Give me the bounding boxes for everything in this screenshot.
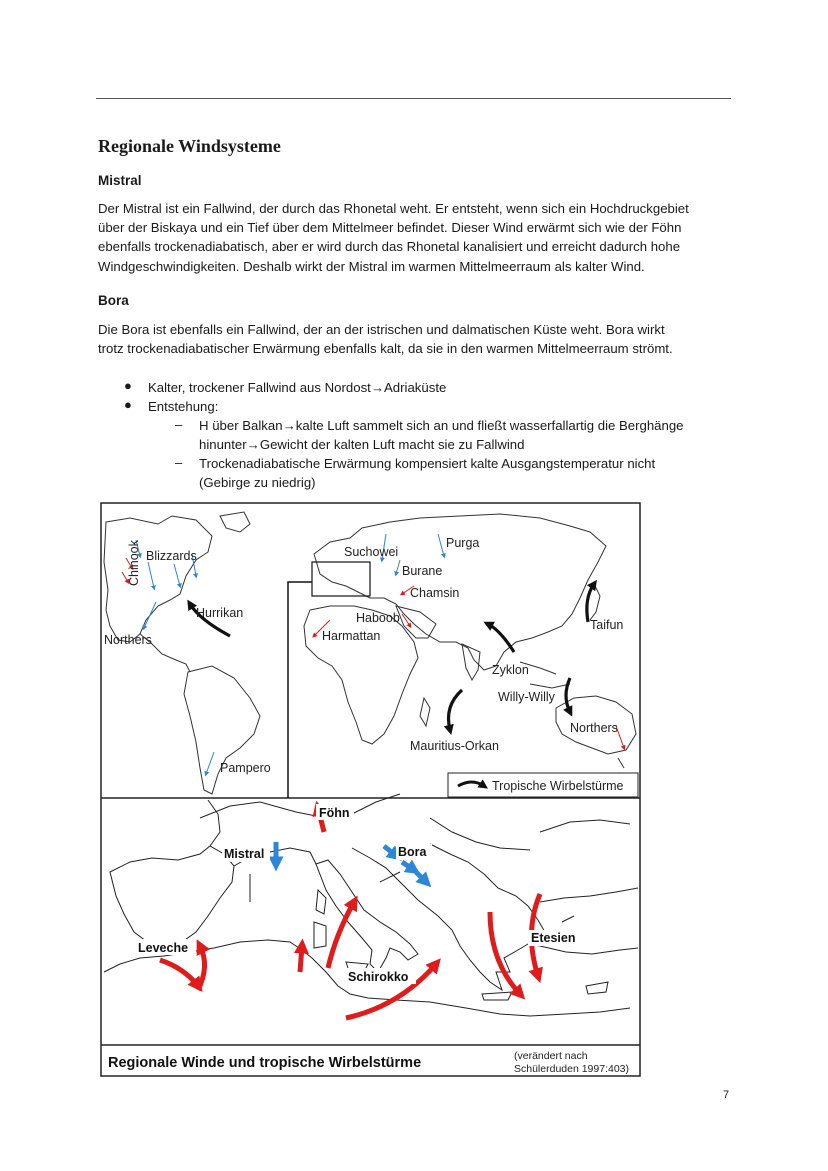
label-chamsin: Chamsin [410, 586, 460, 600]
figure-source-line-1: (verändert nach [514, 1050, 588, 1062]
label-harmattan: Harmattan [322, 629, 381, 643]
label-pampero: Pampero [220, 761, 271, 775]
section-heading-bora: Bora [98, 293, 129, 308]
label-northers-australia: Northers [570, 721, 618, 735]
paragraph-mistral [98, 199, 730, 276]
label-bora: Bora [398, 845, 427, 859]
text-line: hinunter→Gewicht der kalten Luft macht sie zu Fallwind [199, 437, 525, 453]
label-zyklon: Zyklon [492, 663, 529, 677]
bullet-item: Kalter, trockener Fallwind aus Nordost→Adriaküste [148, 380, 447, 395]
label-burane: Burane [402, 564, 443, 578]
label-taifun: Taifun [590, 618, 624, 632]
section-heading-mistral: Mistral [98, 173, 142, 188]
text-line: Trockenadiabatische Erwärmung kompensiert kalte Ausgangstemperatur nicht [199, 456, 656, 471]
text-line: Der Mistral ist ein Fallwind, der durch das Rhonetal weht. Er entsteht, wenn sich ein Hochdruckgebiet [98, 201, 689, 216]
figure-source-line-2: Schülerduden 1997:403) [514, 1063, 630, 1075]
bullet-dot: ● [124, 378, 132, 393]
label-chinook: Chinook [127, 540, 141, 586]
label-mistral: Mistral [224, 847, 265, 861]
text-line: trotz trockenadiabatischer Erwärmung ebenfalls kalt, da sie in den warmen Mittelmeerraum strömt. [98, 341, 673, 357]
text-line: H über Balkan→kalte Luft sammelt sich an und fließt wasserfallartig die Berghänge [199, 418, 684, 433]
label-schirokko: Schirokko [348, 970, 409, 984]
dash-marker: – [175, 417, 183, 432]
label-blizzards: Blizzards [146, 549, 197, 563]
text-line: Windgeschwindigkeiten. Deshalb wirkt der Mistral im warmen Mittelmeerraum als kalter Wind. [98, 258, 645, 274]
label-suchowei: Suchowei [344, 545, 399, 559]
page-title: Regionale Windsysteme [98, 136, 281, 156]
figure-caption: Regionale Winde und tropische Wirbelstürme [108, 1055, 422, 1071]
sub-bullet-item [199, 416, 730, 454]
legend-label: Tropische Wirbelstürme [492, 779, 624, 793]
label-mauritius-orkan: Mauritius-Orkan [410, 739, 499, 753]
label-hurrikan: Hurrikan [196, 606, 244, 620]
text-line: Die Bora ist ebenfalls ein Fallwind, der an der istrischen und dalmatischen Küste weht. Bora wirkt [98, 322, 665, 337]
wind-map-figure [100, 502, 642, 1078]
text-line: (Gebirge zu niedrig) [199, 475, 316, 491]
label-foehn: Föhn [319, 806, 350, 820]
label-northers-america: Northers [104, 633, 152, 647]
paragraph-bora [98, 320, 730, 358]
dash-marker: – [175, 455, 183, 470]
label-purga: Purga [446, 536, 480, 550]
page-number: 7 [723, 1089, 730, 1101]
sub-bullet-item [199, 454, 730, 492]
text-line: über der Biskaya und ein Tief über dem Mittelmeer befindet. Dieser Wind erwärmt sich wie der Föhn [98, 220, 682, 236]
label-willy-willy: Willy-Willy [498, 690, 555, 704]
bullet-dot: ● [124, 397, 132, 412]
label-haboob: Haboob [356, 611, 400, 625]
text-line: ebenfalls trockenadiabatisch, aber er wird durch das Rhonetal kanalisiert und erreicht dadurch hohe [98, 239, 681, 255]
bullet-item: Entstehung: [148, 399, 219, 414]
label-leveche: Leveche [138, 941, 189, 955]
header-rule [96, 98, 731, 99]
label-etesien: Etesien [531, 931, 576, 945]
